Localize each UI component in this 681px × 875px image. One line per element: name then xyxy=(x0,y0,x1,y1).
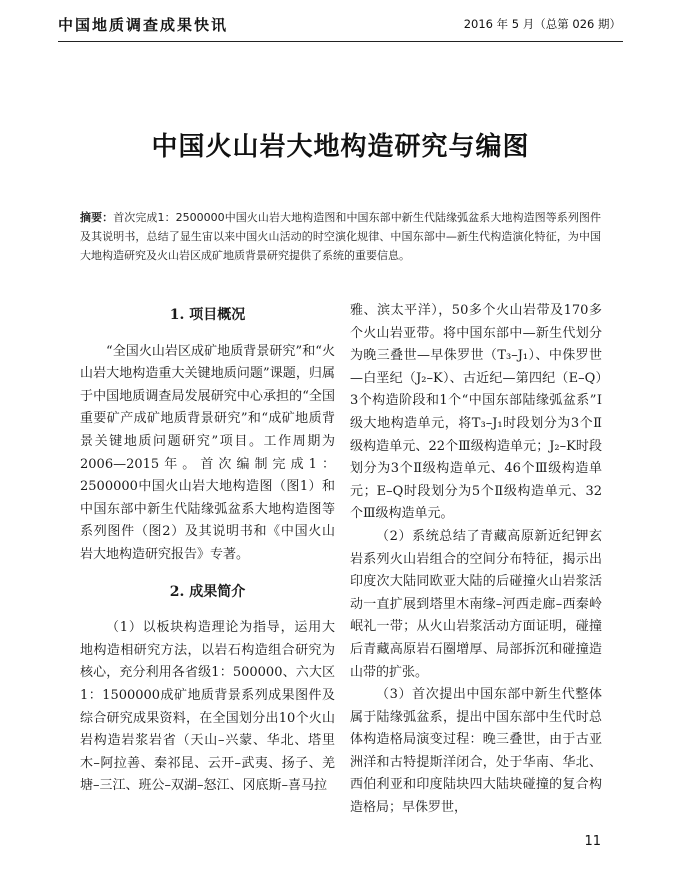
results-paragraph-3: （3）首次提出中国东部中新生代整体属于陆缘弧盆系，提出中国东部中生代时总体构造格局演变过程：晚三叠世，由于古亚洲洋和古特提斯洋闭合，处于华南、华北、西伯利亚和印度陆块四大陆块碰撞的复合构造格局；早侏罗世， xyxy=(350,687,602,816)
page-number: 11 xyxy=(584,834,601,849)
journal-name: 中国地质调查成果快讯 xyxy=(58,16,229,34)
abstract-label: 摘要： xyxy=(80,211,114,224)
article-title: 中国火山岩大地构造研究与编图 xyxy=(151,132,530,162)
section-heading-results: 2. 成果简介 xyxy=(169,583,246,600)
results-paragraph-1-continued: 雅、滨太平洋），50多个火山岩带及170多个火山岩亚带。将中国东部中—新生代划分为晚三叠世—早侏罗世（T₃–J₁）、中侏罗世—白垩纪（J₂–K）、古近纪—第四纪（E–Q）3个构造阶段和1个“中国东部陆缘弧盆系”Ⅰ级大地构造单元，将T₃–J₁时段划分为3个Ⅱ级构造单元、22个Ⅲ级构造单元；J₂–K时段划分为3个Ⅱ级构造单元、46个Ⅲ级构造单元；E–Q时段划分为5个Ⅱ级构造单元、32个Ⅲ级构造单元。 xyxy=(350,303,602,522)
left-column xyxy=(80,296,335,798)
abstract-text: 首次完成1：2500000中国火山岩大地构造图和中国东部中新生代陆缘弧盆系大地构造图等系列图件及其说明书，总结了显生宙以来中国火山活动的时空演化规律、中国东部中—新生代构造演化特征，为中国大地构造研究及火山岩区成矿地质背景研究提供了系统的重要信息。 xyxy=(80,211,601,262)
issue-info: 2016 年 5 月（总第 026 期） xyxy=(463,17,621,31)
section-heading-overview: 1. 项目概况 xyxy=(169,307,246,323)
results-paragraph-1: （1）以板块构造理论为指导，运用大地构造相研究方法，以岩石构造组合研究为核心，充分利用各省级1：500000、六大区1：1500000成矿地质背景系列成果图件及综合研究成果资料，在全国划分出10个火山岩构造岩浆岩省（天山–兴蒙、华北、塔里木–阿拉善、秦祁昆、云开–武夷、扬子、羌塘–三江、班公–双湖–怒江、冈底斯–喜马拉 xyxy=(80,620,335,794)
abstract xyxy=(80,208,601,265)
right-column xyxy=(350,300,602,820)
header-divider xyxy=(58,41,623,42)
results-paragraph-2: （2）系统总结了青藏高原新近纪钾玄岩系列火山岩组合的空间分布特征，揭示出印度次大陆同欧亚大陆的后碰撞火山岩浆活动一直扩展到塔里木南缘–河西走廊–西秦岭岷礼一带；从火山岩浆活动方面证明，碰撞后青藏高原岩石圈增厚、局部拆沉和碰撞造山带的扩张。 xyxy=(350,528,602,680)
overview-paragraph: “全国火山岩区成矿地质背景研究”和“火山岩大地构造重大关键地质问题”课题，归属于中国地质调查局发展研究中心承担的“全国重要矿产成矿地质背景研究”和“成矿地质背景关键地质问题研究”项目。工作周期为2006—2015年。首次编制完成1：2500000中国火山岩大地构造图（图1）和中国东部中新生代陆缘弧盆系大地构造图等系列图件（图2）及其说明书和《中国火山岩大地构造研究报告》专著。 xyxy=(80,343,335,562)
